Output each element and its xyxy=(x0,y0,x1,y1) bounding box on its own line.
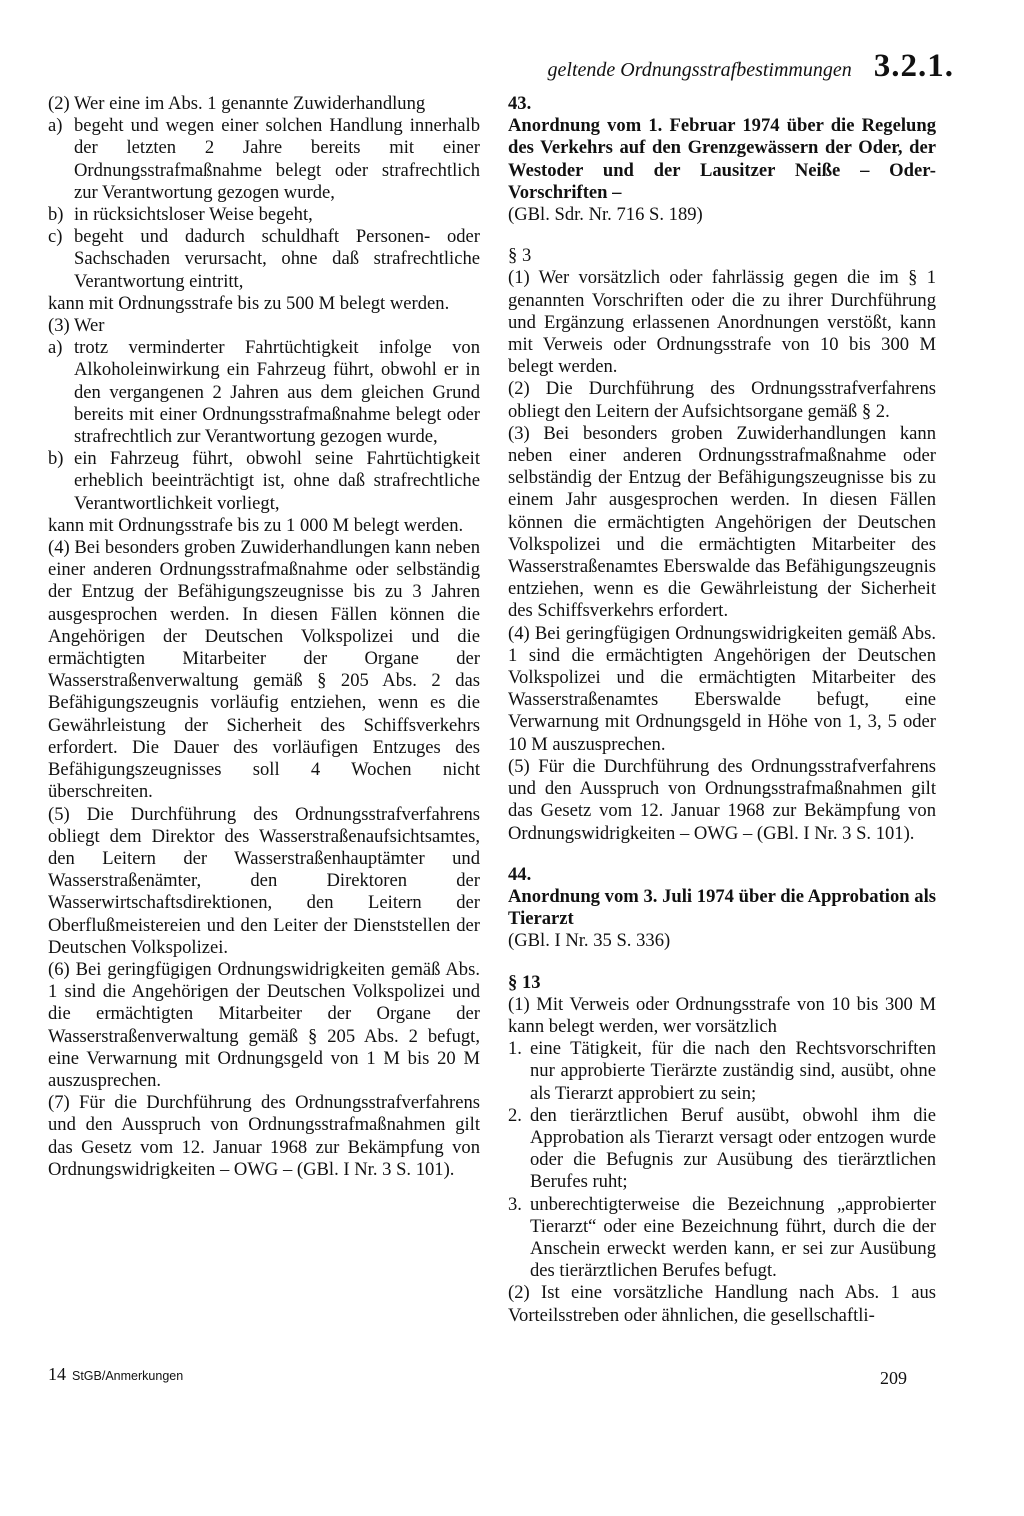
section-43-source: (GBl. Sdr. Nr. 716 S. 189) xyxy=(508,204,703,226)
list-item xyxy=(508,1105,936,1194)
list-item xyxy=(48,448,480,515)
section-44-source: (GBl. I Nr. 35 S. 336) xyxy=(508,930,671,952)
section-44-title: Anordnung vom 3. Juli 1974 über die Approbation als Tierarzt xyxy=(508,885,936,930)
section-43-title: Anordnung vom 1. Februar 1974 über die Regelung des Verkehrs auf den Grenzgewässern der Oder, der Westoder und der Lausitzer Neiße – Oder-Vorschriften – xyxy=(508,115,936,203)
item-label: a) xyxy=(48,115,63,137)
right-column xyxy=(508,93,936,1327)
list-item xyxy=(508,1194,936,1283)
paragraph-2-close: kann mit Ordnungsstrafe bis zu 500 M belegt werden. xyxy=(48,292,450,314)
item-text: unberechtigterweise die Bezeichnung „approbierter Tierarzt“ oder eine Bezeichnung führt, durch die der Anschein erweckt werden kann, er sei zur Ausübung des tierärztlichen Berufes befugt. xyxy=(530,1193,936,1282)
list-item xyxy=(48,226,480,293)
section-44-p1: (1) Mit Verweis oder Ordnungsstrafe von 10 bis 300 M kann belegt werden, wer vorsätzlich xyxy=(508,993,936,1037)
paragraph-2-intro: (2) Wer eine im Abs. 1 genannte Zuwiderhandlung xyxy=(48,93,426,114)
left-column xyxy=(48,93,480,1181)
list-item xyxy=(508,1038,936,1105)
paragraph-3-intro: (3) Wer xyxy=(48,315,105,337)
footer-sheet xyxy=(48,1364,183,1385)
list-item xyxy=(48,115,480,204)
section-number: 3.2.1. xyxy=(873,48,954,84)
item-text: begeht und wegen einer solchen Handlung innerhalb der letzten 2 Jahre bereits mit einer Ordnungsstrafmaßnahme belegt oder strafrechtlich zur Verantwortung gezogen wurde, xyxy=(74,115,480,203)
item-label: 3. xyxy=(508,1193,522,1215)
paragraph-6: (6) Bei geringfügigen Ordnungswidrigkeiten gemäß Abs. 1 sind die Angehörigen der Deutschen Volkspolizei und die ermächtigten Mitarbeiter der Organe der Wasserstraßenverwaltung gemäß § 205 Abs. 2 befugt, eine Verwarnung mit Ordnungsgeld von 1 M bis 20 M auszusprechen. xyxy=(48,958,480,1091)
section-43-p4: (4) Bei geringfügigen Ordnungswidrigkeiten gemäß Abs. 1 sind die ermächtigten Angehörigen der Deutschen Volkspolizei und die ermächtigten Mitarbeiter des Wasserstraßenamtes Eberswalde befugt, eine Verwarnung mit Ordnungsgeld in Höhe von 1, 3, 5 oder 10 M auszusprechen. xyxy=(508,622,936,755)
section-43-p5: (5) Für die Durchführung des Ordnungsstrafverfahrens und den Ausspruch von Ordnungsstrafmaßnahmen gilt das Gesetz vom 12. Januar 1968 zur Bekämpfung von Ordnungswidrigkeiten – OWG – (GBl. I Nr. 3 S. 101). xyxy=(508,755,936,844)
item-text: ein Fahrzeug führt, obwohl seine Fahrtüchtigkeit erheblich beeinträchtigt ist, ohne daß strafrechtliche Verantwortlichkeit vorliegt, xyxy=(74,448,480,514)
page-number: 209 xyxy=(880,1368,907,1388)
paragraph-3-close: kann mit Ordnungsstrafe bis zu 1 000 M belegt werden. xyxy=(48,514,464,536)
paragraph-4: (4) Bei besonders groben Zuwiderhandlungen kann neben einer anderen Ordnungsstrafmaßnahme oder selbständig der Entzug der Befähigungszeugnisse bis zu 3 Jahren ausgesprochen werden. In diesen Fällen können die Angehörigen der Deutschen Volkspolizei und die ermächtigten Mitarbeiter der Organe der Wasserstraßenverwaltung gemäß § 205 Abs. 2 das Befähigungszeugnis vorläufig entziehen, wenn es die Gewährleistung der Sicherheit des Schiffsverkehrs erfordert. Die Dauer des vorläufigen Entzuges des Befähigungszeugnisses soll 4 Wochen nicht überschreiten. xyxy=(48,537,480,803)
item-label: b) xyxy=(48,204,64,226)
paragraph-7: (7) Für die Durchführung des Ordnungsstrafverfahrens und den Ausspruch von Ordnungsstrafmaßnahmen gilt das Gesetz vom 12. Januar 1968 zur Bekämpfung von Ordnungswidrigkeiten – OWG – (GBl. I Nr. 3 S. 101). xyxy=(48,1092,480,1180)
sheet-number: 14 xyxy=(48,1364,66,1384)
item-label: 1. xyxy=(508,1038,522,1060)
section-44-paragraph-sign: § 13 xyxy=(508,971,541,993)
section-43-p2: (2) Die Durchführung des Ordnungsstrafverfahrens obliegt den Leitern der Aufsichtsorgane gemäß § 2. xyxy=(508,378,936,422)
section-43-p1: (1) Wer vorsätzlich oder fahrlässig gegen die im § 1 genannten Vorschriften oder die zu ihrer Durchführung und Ergänzung erlassenen Anordnungen verstößt, kann mit Verweis oder Ordnungsstrafe von 10 bis 300 M belegt werden. xyxy=(508,267,936,378)
section-44-number: 44. xyxy=(508,863,532,885)
list-item xyxy=(48,337,480,448)
sheet-label: StGB/Anmerkungen xyxy=(72,1369,184,1383)
item-text: trotz verminderter Fahrtüchtigkeit infolge von Alkoholeinwirkung ein Fahrzeug führt, obwohl er in den vergangenen 2 Jahren aus dem gleichen Grund bereits mit einer Ordnungsstrafmaßnahme belegt oder strafrechtlich zur Verantwortung gezogen wurde, xyxy=(74,337,480,448)
section-43-paragraph-sign: § 3 xyxy=(508,245,532,267)
header-title: geltende Ordnungsstrafbestimmungen xyxy=(547,59,852,81)
item-text: eine Tätigkeit, für die nach den Rechtsvorschriften nur approbierte Tierärzte zuständig sind, ausübt, ohne als Tierarzt approbiert zu sein; xyxy=(530,1038,936,1104)
section-43-number: 43. xyxy=(508,93,532,114)
running-header xyxy=(534,48,954,88)
paragraph-5: (5) Die Durchführung des Ordnungsstrafverfahrens obliegt dem Direktor des Wasserstraßenaufsichtsamtes, den Leitern der Wasserstraßenhauptämter und Wasserstraßenämter, den Direktoren der Wasserwirtschaftsdirektionen, den Leitern der Oberflußmeistereien und den Leiter der Dienststellen der Deutschen Volkspolizei. xyxy=(48,803,480,958)
list-item xyxy=(48,204,480,226)
section-44-p2: (2) Ist eine vorsätzliche Handlung nach Abs. 1 aus Vorteilsstreben oder ähnlichen, die gesellschaftli- xyxy=(508,1282,936,1326)
item-label: 2. xyxy=(508,1104,522,1126)
item-text: den tierärztlichen Beruf ausübt, obwohl ihm die Approbation als Tierarzt versagt oder entzogen wurde oder die Befugnis zur Ausübung des tierärztlichen Berufes ruht; xyxy=(530,1104,936,1193)
item-label: c) xyxy=(48,226,63,248)
item-label: a) xyxy=(48,337,63,359)
item-label: b) xyxy=(48,448,64,470)
item-text: in rücksichtsloser Weise begeht, xyxy=(74,204,313,226)
item-text: begeht und dadurch schuldhaft Personen- oder Sachschaden verursacht, ohne daß strafrechtliche Verantwortung eintritt, xyxy=(74,226,480,292)
section-43-p3: (3) Bei besonders groben Zuwiderhandlungen kann neben einer anderen Ordnungsstrafmaßnahme oder selbständig der Entzug der Befähigungszeugnisse bis zu einem Jahr ausgesprochen werden. In diesen Fällen können die ermächtigten Angehörigen der Deutschen Volkspolizei und die ermächtigten Mitarbeiter des Wasserstraßenamtes Eberswalde das Befähigungszeugnis entziehen, wenn es die Gewährleistung der Sicherheit des Schiffsverkehrs erfordert. xyxy=(508,422,936,622)
